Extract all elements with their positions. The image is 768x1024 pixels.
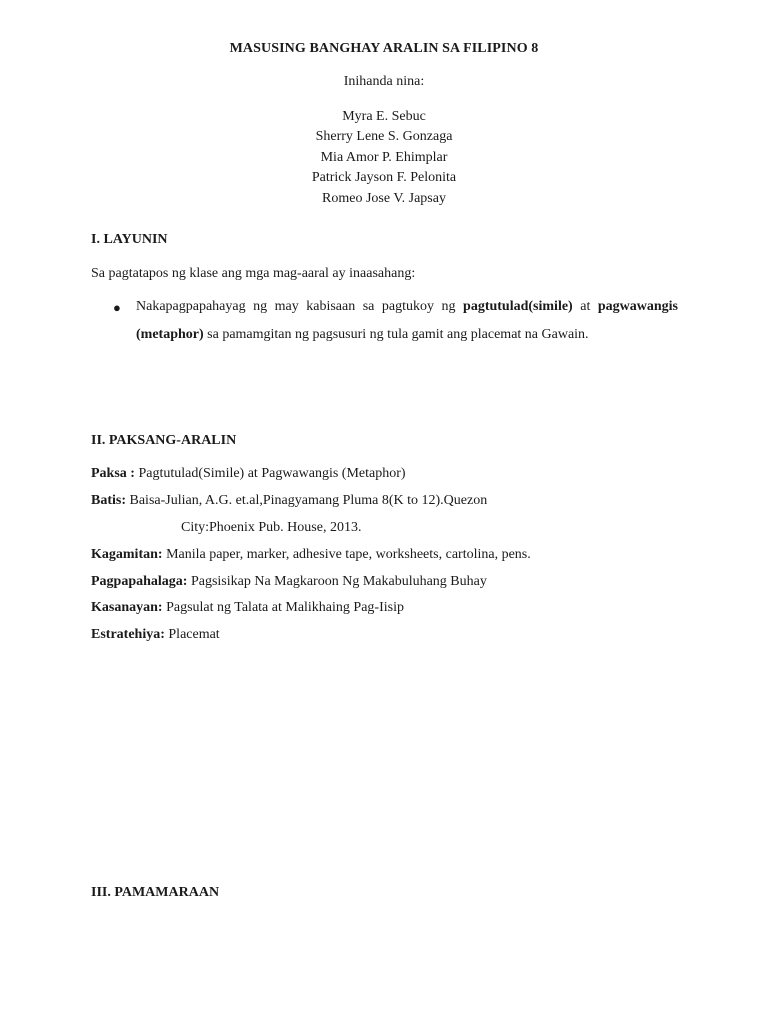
document-title: MASUSING BANGHAY ARALIN SA FILIPINO 8 [229,41,539,56]
field-value: Pagsulat ng Talata at Malikhaing Pag-Iisip [162,600,404,615]
field-label: Batis: [91,493,126,508]
objective-intro: Sa pagtatapos ng klase ang mga mag-aaral ay inaasahang: [91,266,416,281]
field-value: Manila paper, marker, adhesive tape, worksheets, cartolina, pens. [162,547,531,562]
field-value: Placemat [164,627,220,642]
prepared-by-label: Inihanda nina: [343,74,425,89]
bullet-bold-term: pagwawangis (metaphor) [136,299,678,342]
section-heading-layunin: I. LAYUNIN [91,232,168,247]
author-name: Sherry Lene S. Gonzaga [315,129,453,144]
field-label: Kagamitan: [91,547,163,562]
author-name: Romeo Jose V. Japsay [322,191,446,206]
field-batis [91,492,487,510]
field-label: Estratehiya: [91,627,165,642]
field-value: Pagtutulad(Simile) at Pagwawangis (Metaphor) [134,466,406,481]
section-heading-paksang-aralin: II. PAKSANG-ARALIN [91,433,237,448]
field-paksa [91,465,406,483]
author-name: Myra E. Sebuc [342,109,426,124]
section-heading-pamamaraan: III. PAMAMARAAN [91,885,220,900]
field-estratehiya [91,626,220,644]
field-batis-continuation: City:Phoenix Pub. House, 2013. [181,520,362,535]
field-label: Paksa : [91,466,135,481]
field-value: Baisa-Julian, A.G. et.al,Pinagyamang Pluma 8(K to 12).Quezon [126,493,488,508]
bullet-bold-term: pagtutulad(simile) [463,299,573,314]
bullet-text-part: sa pamamgitan ng pagsusuri ng tula gamit ang placemat na Gawain. [203,326,589,342]
author-name: Mia Amor P. Ehimplar [320,150,448,165]
field-kasanayan [91,599,404,617]
bullet-text-part: Nakapagpapahayag ng may kabisaan sa pagtukoy ng [136,299,464,314]
field-label: Pagpapahalaga: [91,574,188,589]
author-name: Patrick Jayson F. Pelonita [311,170,457,185]
field-label: Kasanayan: [91,600,163,615]
bullet-text-part: at [572,299,598,314]
field-value: Pagsisikap Na Magkaroon Ng Makabuluhang Buhay [187,574,487,589]
field-kagamitan [91,546,531,564]
field-pagpapahalaga [91,573,487,591]
objective-bullet [136,293,678,348]
bullet-icon: ● [113,300,121,315]
